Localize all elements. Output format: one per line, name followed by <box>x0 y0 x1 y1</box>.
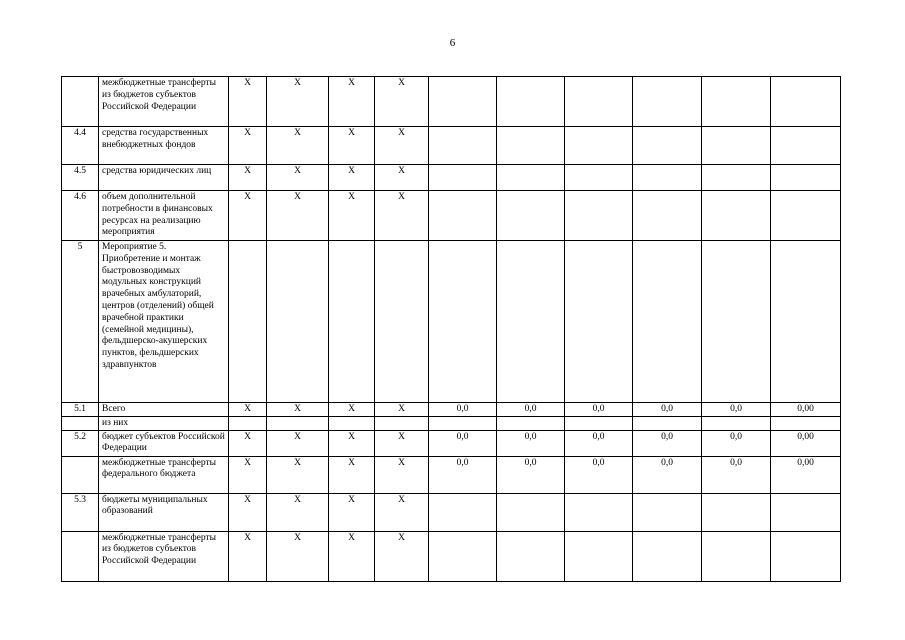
value-cell: 0,0 <box>702 456 771 493</box>
row-number: 4.4 <box>62 127 99 165</box>
x-cell: X <box>329 127 375 165</box>
value-cell <box>565 241 633 403</box>
value-cell <box>771 77 841 127</box>
table-row <box>62 403 841 417</box>
x-cell: X <box>375 77 429 127</box>
value-cell <box>633 416 702 430</box>
row-number: 5 <box>62 241 99 403</box>
x-cell: X <box>375 191 429 241</box>
value-cell <box>565 416 633 430</box>
x-cell: X <box>329 77 375 127</box>
row-number <box>62 531 99 581</box>
value-cell <box>702 165 771 191</box>
page-number: 6 <box>449 37 456 49</box>
table-row <box>62 165 841 191</box>
value-cell: 0,0 <box>497 430 565 456</box>
row-name: Всего <box>99 403 229 417</box>
value-cell <box>702 416 771 430</box>
x-cell <box>267 241 329 403</box>
value-cell: 0,0 <box>497 456 565 493</box>
x-cell: X <box>375 493 429 531</box>
value-cell <box>497 127 565 165</box>
row-name: объем дополнительной потребности в финансовых ресурсах на реализацию мероприятия <box>99 191 229 241</box>
value-cell <box>429 165 497 191</box>
x-cell <box>329 416 375 430</box>
value-cell: 0,00 <box>771 403 841 417</box>
x-cell: X <box>267 430 329 456</box>
x-cell <box>329 241 375 403</box>
table-row <box>62 493 841 531</box>
x-cell: X <box>267 165 329 191</box>
value-cell: 0,0 <box>633 430 702 456</box>
table-row <box>62 456 841 493</box>
row-number: 5.1 <box>62 403 99 417</box>
value-cell: 0,00 <box>771 430 841 456</box>
value-cell <box>771 416 841 430</box>
x-cell: X <box>267 77 329 127</box>
x-cell: X <box>375 127 429 165</box>
value-cell <box>633 241 702 403</box>
table-row <box>62 241 841 403</box>
x-cell: X <box>329 430 375 456</box>
row-number <box>62 416 99 430</box>
row-number: 5.3 <box>62 493 99 531</box>
x-cell: X <box>229 456 267 493</box>
value-cell <box>702 493 771 531</box>
value-cell <box>702 127 771 165</box>
value-cell <box>565 165 633 191</box>
x-cell: X <box>329 493 375 531</box>
x-cell <box>267 416 329 430</box>
value-cell <box>771 531 841 581</box>
x-cell: X <box>329 456 375 493</box>
value-cell: 0,0 <box>497 403 565 417</box>
value-cell <box>565 127 633 165</box>
x-cell: X <box>229 403 267 417</box>
value-cell <box>497 493 565 531</box>
x-cell: X <box>329 403 375 417</box>
row-name: Мероприятие 5. Приобретение и монтаж быстровозводимых модульных конструкций врачебных амбулаторий, центров (отделений) общей врачебной практики (семейной медицины), фельдшерско-акушерских пунктов, фельдшерских здравпунктов <box>99 241 229 403</box>
table-row <box>62 531 841 581</box>
value-cell: 0,0 <box>565 403 633 417</box>
x-cell: X <box>329 191 375 241</box>
value-cell: 0,0 <box>702 430 771 456</box>
row-name: из них <box>99 416 229 430</box>
value-cell <box>702 191 771 241</box>
value-cell <box>429 127 497 165</box>
x-cell: X <box>229 127 267 165</box>
value-cell <box>633 77 702 127</box>
table-row <box>62 416 841 430</box>
value-cell <box>429 493 497 531</box>
x-cell: X <box>267 403 329 417</box>
row-name: бюджет субъектов Российской Федерации <box>99 430 229 456</box>
row-number: 4.6 <box>62 191 99 241</box>
x-cell: X <box>229 531 267 581</box>
value-cell <box>429 241 497 403</box>
row-number <box>62 456 99 493</box>
row-number: 4.5 <box>62 165 99 191</box>
value-cell <box>497 241 565 403</box>
value-cell <box>633 493 702 531</box>
value-cell <box>633 127 702 165</box>
row-number <box>62 77 99 127</box>
value-cell: 0,0 <box>702 403 771 417</box>
value-cell <box>633 531 702 581</box>
x-cell: X <box>375 430 429 456</box>
value-cell <box>771 127 841 165</box>
x-cell: X <box>375 165 429 191</box>
value-cell <box>497 531 565 581</box>
value-cell <box>497 191 565 241</box>
row-name: межбюджетные трансферты из бюджетов субъектов Российской Федерации <box>99 531 229 581</box>
value-cell <box>497 77 565 127</box>
x-cell: X <box>229 191 267 241</box>
value-cell <box>429 77 497 127</box>
table-row <box>62 191 841 241</box>
value-cell <box>702 241 771 403</box>
value-cell <box>565 191 633 241</box>
value-cell <box>429 531 497 581</box>
x-cell: X <box>267 191 329 241</box>
budget-table <box>61 76 841 582</box>
row-name: средства государственных внебюджетных фондов <box>99 127 229 165</box>
x-cell: X <box>267 456 329 493</box>
row-name: средства юридических лиц <box>99 165 229 191</box>
value-cell <box>771 241 841 403</box>
value-cell: 0,0 <box>565 430 633 456</box>
value-cell <box>771 165 841 191</box>
value-cell <box>702 77 771 127</box>
x-cell: X <box>267 531 329 581</box>
x-cell: X <box>375 403 429 417</box>
value-cell: 0,0 <box>633 403 702 417</box>
x-cell: X <box>267 127 329 165</box>
table-row <box>62 77 841 127</box>
value-cell: 0,0 <box>633 456 702 493</box>
x-cell: X <box>329 165 375 191</box>
value-cell <box>633 165 702 191</box>
x-cell <box>229 241 267 403</box>
value-cell: 0,0 <box>429 403 497 417</box>
value-cell <box>771 493 841 531</box>
x-cell <box>375 241 429 403</box>
value-cell: 0,0 <box>565 456 633 493</box>
x-cell: X <box>375 456 429 493</box>
x-cell: X <box>375 531 429 581</box>
value-cell <box>429 416 497 430</box>
value-cell <box>429 191 497 241</box>
x-cell: X <box>229 493 267 531</box>
value-cell <box>497 165 565 191</box>
x-cell: X <box>329 531 375 581</box>
x-cell: X <box>229 430 267 456</box>
x-cell: X <box>229 77 267 127</box>
x-cell <box>375 416 429 430</box>
value-cell <box>565 77 633 127</box>
value-cell: 0,00 <box>771 456 841 493</box>
value-cell <box>497 416 565 430</box>
row-number: 5.2 <box>62 430 99 456</box>
value-cell <box>565 531 633 581</box>
table-row <box>62 127 841 165</box>
x-cell: X <box>229 165 267 191</box>
table-row <box>62 430 841 456</box>
value-cell: 0,0 <box>429 430 497 456</box>
x-cell <box>229 416 267 430</box>
value-cell <box>771 191 841 241</box>
row-name: межбюджетные трансферты федерального бюджета <box>99 456 229 493</box>
value-cell <box>565 493 633 531</box>
x-cell: X <box>267 493 329 531</box>
value-cell <box>633 191 702 241</box>
value-cell: 0,0 <box>429 456 497 493</box>
value-cell <box>702 531 771 581</box>
row-name: бюджеты муниципальных образований <box>99 493 229 531</box>
row-name: межбюджетные трансферты из бюджетов субъектов Российской Федерации <box>99 77 229 127</box>
